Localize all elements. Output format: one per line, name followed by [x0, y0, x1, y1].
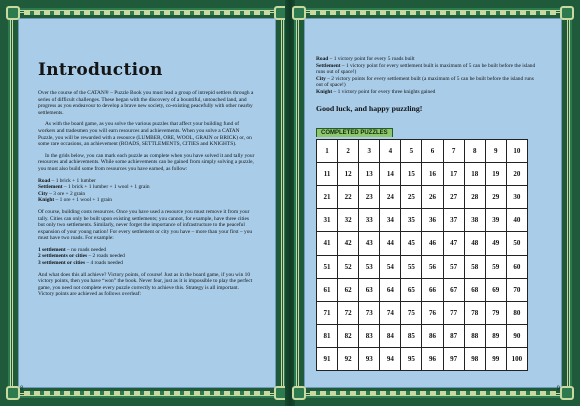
puzzle-cell[interactable]: 20 [506, 162, 527, 185]
example-label: 2 settlements or cities [38, 253, 88, 260]
cost-item-knight [38, 197, 256, 204]
knot-border-top [310, 11, 556, 15]
puzzle-cell[interactable]: 72 [338, 301, 359, 324]
puzzle-cell[interactable]: 71 [317, 301, 338, 324]
cost-item-road [38, 178, 256, 185]
grid-row [317, 325, 528, 348]
building-costs-list [38, 178, 256, 204]
example-label: 3 settlement or cities [38, 260, 86, 267]
cost-item-city [38, 191, 256, 198]
puzzle-cell[interactable]: 29 [485, 185, 506, 208]
knot-border-top [24, 11, 270, 15]
puzzle-cell[interactable]: 19 [485, 162, 506, 185]
puzzle-cell[interactable]: 40 [506, 209, 527, 232]
puzzle-cell[interactable]: 64 [380, 278, 401, 301]
puzzle-cell[interactable]: 25 [401, 185, 422, 208]
cost-label: Settlement [38, 184, 63, 191]
good-luck-text: Good luck, and happy puzzling! [316, 103, 423, 113]
grid-row [317, 185, 528, 208]
example-text: – 2 roads needed [87, 253, 125, 260]
grid-row [317, 232, 528, 255]
grid-row [317, 348, 528, 371]
puzzle-cell[interactable]: 43 [359, 232, 380, 255]
puzzle-cell[interactable]: 79 [485, 301, 506, 324]
puzzle-cell[interactable]: 61 [317, 278, 338, 301]
puzzle-cell[interactable]: 53 [359, 255, 380, 278]
puzzle-cell[interactable]: 36 [422, 209, 443, 232]
vp-label: Settlement [316, 62, 341, 69]
cost-text: – 1 ore + 1 wool + 1 grain [54, 197, 112, 204]
example-text: – no roads needed [65, 246, 107, 253]
puzzle-cell[interactable]: 93 [359, 348, 380, 371]
puzzle-cell[interactable]: 89 [485, 325, 506, 348]
knot-corner-icon [6, 6, 20, 20]
puzzle-cell[interactable]: 88 [464, 325, 485, 348]
vp-item-settlement [316, 63, 538, 76]
puzzle-cell[interactable]: 59 [485, 255, 506, 278]
puzzle-cell[interactable]: 17 [443, 162, 464, 185]
intro-paragraph-2: As with the board game, as you solve the various puzzles that affect your building fund of workers and tradesmen you will earn resources and achievements. When you solve a CATAN Puzzle, you will be rewarded with a resource (LUMBER, ORE, WOOL, GRAIN or BRICK) or, on some rare occasions, an achievement (ROADS, SETTLEMENTS, CITIES and KNIGHTS). [38, 121, 252, 148]
vp-label: Knight [316, 88, 333, 95]
puzzle-cell[interactable]: 23 [359, 185, 380, 208]
puzzle-cell[interactable]: 24 [380, 185, 401, 208]
puzzle-cell[interactable]: 92 [338, 348, 359, 371]
puzzle-cell[interactable]: 58 [464, 255, 485, 278]
puzzle-cell[interactable]: 80 [506, 301, 527, 324]
vp-text: – 1 victory point for every settlement built is maximum of 5 can be built before the island runs out of space!) [316, 62, 536, 76]
vp-item-city [316, 76, 538, 89]
puzzle-cell[interactable]: 74 [380, 301, 401, 324]
puzzle-cell[interactable]: 37 [443, 209, 464, 232]
cost-label: Road [38, 177, 51, 184]
puzzle-cell[interactable]: 78 [464, 301, 485, 324]
puzzle-cell[interactable]: 56 [422, 255, 443, 278]
puzzle-cell[interactable]: 96 [422, 348, 443, 371]
puzzle-cell[interactable]: 13 [359, 162, 380, 185]
puzzle-cell[interactable]: 55 [401, 255, 422, 278]
knot-corner-icon [292, 6, 306, 20]
vp-item-knight [316, 89, 538, 96]
page-title: Introduction [38, 60, 163, 80]
cost-label: City [38, 190, 48, 197]
intro-paragraph-1: Over the course of the CATAN® – Puzzle Book you must lead a group of intrepid settlers through a series of difficult challenges. These began with the discovery of a bountiful, untouched land, and progress as you endeavour to develop a brave new society, co-existing peacefully with other nearby settlements. [38, 90, 254, 116]
grid-row [317, 162, 528, 185]
puzzle-cell[interactable]: 39 [485, 209, 506, 232]
puzzle-cell[interactable]: 15 [401, 162, 422, 185]
puzzle-cell[interactable]: 81 [317, 325, 338, 348]
victory-points-list [316, 56, 538, 96]
puzzle-cell[interactable]: 69 [485, 278, 506, 301]
puzzle-cell[interactable]: 8 [464, 139, 485, 162]
puzzle-cell[interactable]: 94 [380, 348, 401, 371]
puzzle-cell[interactable]: 63 [359, 278, 380, 301]
puzzle-cell[interactable]: 26 [422, 185, 443, 208]
puzzle-cell[interactable]: 12 [338, 162, 359, 185]
puzzle-cell[interactable]: 87 [443, 325, 464, 348]
example-item [38, 260, 256, 267]
puzzle-cell[interactable]: 21 [317, 185, 338, 208]
puzzle-cell[interactable]: 44 [380, 232, 401, 255]
puzzle-cell[interactable]: 38 [464, 209, 485, 232]
intro-paragraph-3: In the grids below, you can mark each puzzle as complete when you have solved it and tally your resources and achievements. While some achievements can be gained from simply solving a puzzle, you must also build some from resources you have earned, as follow: [38, 152, 255, 172]
puzzle-cell[interactable]: 73 [359, 301, 380, 324]
puzzle-cell[interactable]: 57 [443, 255, 464, 278]
puzzle-cell[interactable]: 98 [464, 348, 485, 371]
paragraph-final: And what does this all achieve? Victory points, of course! Just as in the board game, if you win 10 victory points, then you have “won” the book. Never fear, just as it is impossible to play the perfect game, you need not complete every puzzle correctly to achieve this. Strategy is all important. Victory points are achieved as follows overleaf: [38, 271, 253, 298]
vp-label: City [316, 75, 326, 82]
puzzle-cell[interactable]: 16 [422, 162, 443, 185]
knot-corner-icon [560, 386, 574, 400]
puzzle-cell[interactable]: 11 [317, 162, 338, 185]
example-item [38, 253, 256, 260]
puzzle-cell[interactable]: 3 [359, 139, 380, 162]
cost-text: – 1 brick + 1 lumber [50, 177, 96, 184]
page-number-right: 9 [556, 386, 560, 392]
puzzle-cell[interactable]: 34 [380, 209, 401, 232]
cost-text: – 1 brick + 1 lumber + 1 wool + 1 grain [62, 184, 150, 191]
example-text: – 4 roads needed [85, 260, 123, 267]
puzzle-cell[interactable]: 60 [506, 255, 527, 278]
completed-puzzles-title: COMPLETED PUZZLES [316, 128, 393, 137]
puzzle-cell[interactable]: 67 [443, 278, 464, 301]
puzzle-cell[interactable]: 6 [422, 139, 443, 162]
puzzle-cell[interactable]: 18 [464, 162, 485, 185]
grid-row [317, 139, 528, 162]
puzzle-cell[interactable]: 45 [401, 232, 422, 255]
puzzle-cell[interactable]: 41 [317, 232, 338, 255]
puzzle-cell[interactable]: 97 [443, 348, 464, 371]
puzzle-cell[interactable]: 42 [338, 232, 359, 255]
puzzle-cell[interactable]: 49 [485, 232, 506, 255]
page-number-left: 8 [20, 386, 24, 392]
puzzle-cell[interactable]: 31 [317, 209, 338, 232]
puzzle-cell[interactable]: 9 [485, 139, 506, 162]
puzzle-cell[interactable]: 66 [422, 278, 443, 301]
puzzle-cell[interactable]: 77 [443, 301, 464, 324]
puzzle-cell[interactable]: 30 [506, 185, 527, 208]
puzzle-cell[interactable]: 82 [338, 325, 359, 348]
road-examples-list [38, 247, 256, 267]
vp-label: Road [316, 56, 329, 62]
knot-corner-icon [6, 386, 20, 400]
puzzle-cell[interactable]: 83 [359, 325, 380, 348]
puzzle-cell[interactable]: 52 [338, 255, 359, 278]
puzzle-cell[interactable]: 48 [464, 232, 485, 255]
grid-row [317, 209, 528, 232]
puzzle-cell[interactable]: 33 [359, 209, 380, 232]
puzzle-cell[interactable]: 84 [380, 325, 401, 348]
example-label: 1 settlement [38, 246, 66, 253]
cost-label: Knight [38, 197, 55, 204]
puzzle-cell[interactable]: 7 [443, 139, 464, 162]
puzzle-cell[interactable]: 95 [401, 348, 422, 371]
right-page [290, 0, 580, 406]
grid-row [317, 301, 528, 324]
knot-corner-icon [560, 6, 574, 20]
puzzle-cell[interactable]: 91 [317, 348, 338, 371]
puzzle-cell[interactable]: 22 [338, 185, 359, 208]
puzzle-cell[interactable]: 76 [422, 301, 443, 324]
puzzle-cell[interactable]: 47 [443, 232, 464, 255]
puzzle-cell[interactable]: 32 [338, 209, 359, 232]
puzzle-cell[interactable]: 28 [464, 185, 485, 208]
grid-row [317, 278, 528, 301]
puzzle-cell[interactable]: 35 [401, 209, 422, 232]
puzzle-cell[interactable]: 54 [380, 255, 401, 278]
vp-text: – 1 victory point for every 5 roads built [328, 56, 415, 62]
puzzle-cell[interactable]: 75 [401, 301, 422, 324]
paragraph-course: Of course, building costs resources. Once you have used a resource you must remove it from your tally. Cities can only be built upon existing settlements; you cannot, for example, have three cities but only two settlements. Similarly, never forget the importance of infrastructure to the peaceful expansion of your young nation! For every settlement or city you have – more than your first – you must have two roads. For example: [38, 208, 253, 242]
puzzle-cell[interactable]: 4 [380, 139, 401, 162]
puzzle-cell[interactable]: 99 [485, 348, 506, 371]
puzzle-cell[interactable]: 65 [401, 278, 422, 301]
puzzle-cell[interactable]: 1 [317, 139, 338, 162]
puzzle-cell[interactable]: 62 [338, 278, 359, 301]
puzzle-cell[interactable]: 100 [506, 348, 527, 371]
puzzle-cell[interactable]: 14 [380, 162, 401, 185]
puzzle-cell[interactable]: 2 [338, 139, 359, 162]
knot-border-bottom [310, 391, 556, 395]
puzzle-cell[interactable]: 46 [422, 232, 443, 255]
vp-text: – 1 victory point for every three knights gained [332, 88, 436, 95]
puzzle-cell[interactable]: 5 [401, 139, 422, 162]
puzzle-cell[interactable]: 10 [506, 139, 527, 162]
puzzle-cell[interactable]: 51 [317, 255, 338, 278]
vp-item-road [316, 56, 538, 63]
knot-corner-icon [292, 386, 306, 400]
completed-puzzles-grid [316, 139, 528, 372]
example-item [38, 247, 256, 254]
grid-row [317, 255, 528, 278]
puzzle-cell[interactable]: 68 [464, 278, 485, 301]
left-page-content [38, 52, 256, 303]
puzzle-cell[interactable]: 86 [422, 325, 443, 348]
knot-border-bottom [24, 391, 270, 395]
cost-text: – 3 ore + 2 grain [47, 190, 86, 197]
puzzle-cell[interactable]: 90 [506, 325, 527, 348]
puzzle-cell[interactable]: 27 [443, 185, 464, 208]
vp-text: – 2 victory points for every settlement built (a maximum of 5 can be built before the island runs out of space!) [316, 75, 534, 89]
puzzle-cell[interactable]: 70 [506, 278, 527, 301]
cost-item-settlement [38, 184, 256, 191]
puzzle-cell[interactable]: 85 [401, 325, 422, 348]
puzzle-cell[interactable]: 50 [506, 232, 527, 255]
right-page-content [316, 56, 538, 371]
